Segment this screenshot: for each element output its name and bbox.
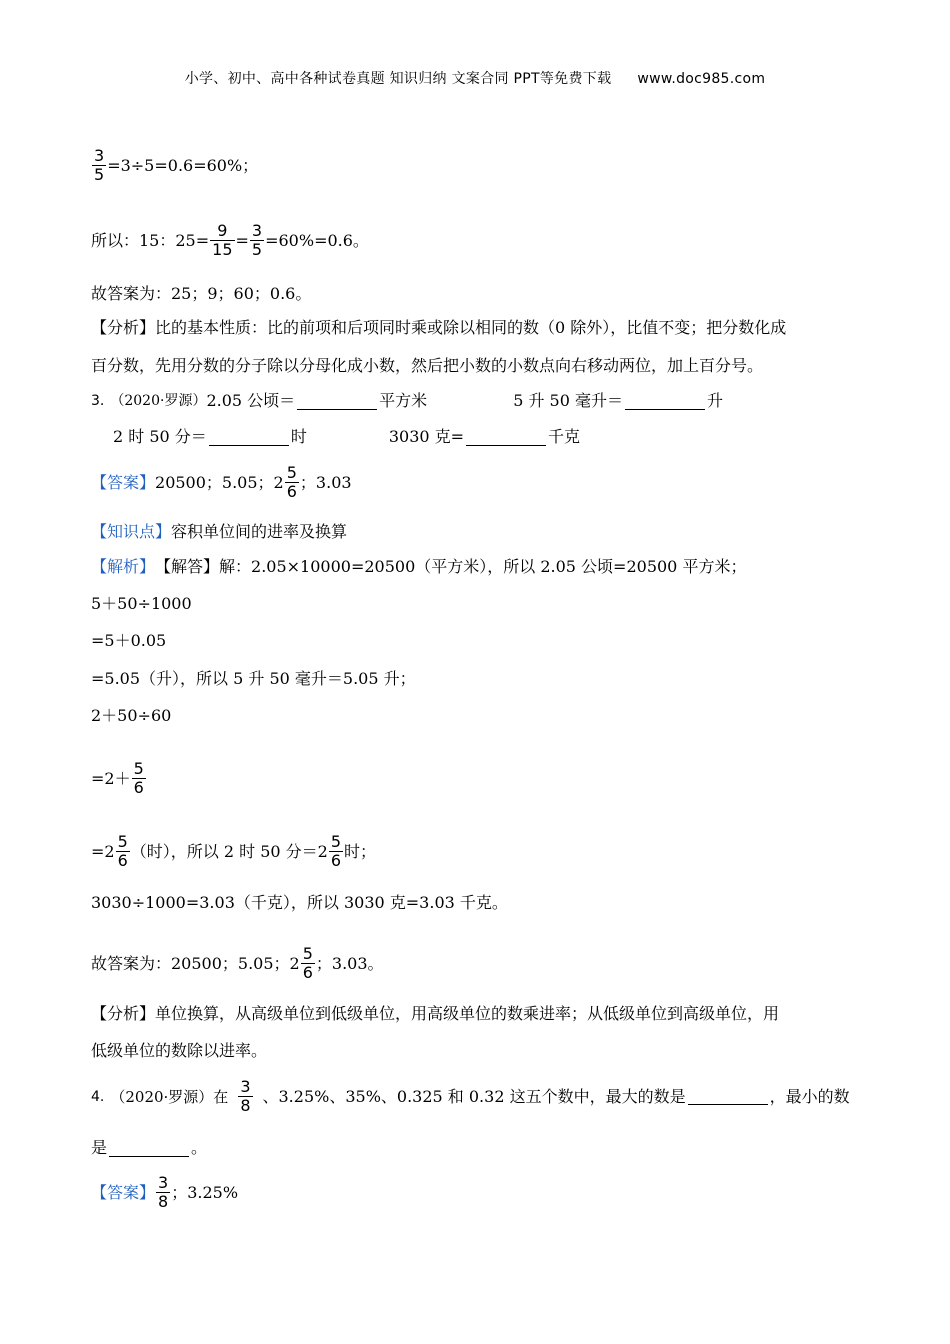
fraction: $\frac{9}{15}$	[212, 221, 233, 259]
question-3-line-2: 2 时 50 分＝ 时 3030 克= 千克	[113, 427, 581, 446]
blank-smallest[interactable]	[109, 1140, 189, 1157]
blank-liter[interactable]	[625, 393, 705, 410]
question-3-answer: 【答案】 20500；5.05；2 $\frac{5}{6}$ ；3.03	[91, 463, 352, 501]
fraction: $\frac{3}{5}$	[94, 146, 105, 184]
calc-line-2: 所以：15：25= $\frac{9}{15}$ = $\frac{3}{5}$ =60%=0.6。	[91, 221, 369, 259]
question-3-final: 故答案为：20500；5.05；2 $\frac{5}{6}$ ；3.03。	[91, 944, 384, 982]
step-6: =2 $\frac{5}{6}$ （时），所以 2 时 50 分＝2 $\frac{5}{6}$ 时；	[91, 832, 377, 870]
knowledge-tag: 【知识点】	[91, 522, 172, 541]
question-3-analysis-1: 【分析】 单位换算，从高级单位到低级单位，用高级单位的数乘进率；从低级单位到高级单位，用	[91, 1004, 780, 1023]
blank-hectare[interactable]	[297, 393, 377, 410]
explain-tag: 【解析】	[91, 557, 156, 576]
step-5: =2＋ $\frac{5}{6}$	[91, 759, 144, 797]
blank-hour[interactable]	[209, 429, 289, 446]
prev-analysis-2: 百分数，先用分数的分子除以分母化成小数，然后把小数的小数点向右移动两位，加上百分号。	[91, 356, 764, 375]
header-url[interactable]: www.doc985.com	[637, 71, 766, 87]
question-3-explain: 【解析】 【解答】解：2.05×10000=20500（平方米），所以 2.05 公顷=20500 平方米；	[91, 557, 747, 576]
step-4: 2＋50÷60	[91, 706, 172, 725]
page-header	[0, 68, 950, 88]
fraction: $\frac{5}{6}$	[117, 832, 128, 870]
fraction: $\frac{5}{6}$	[302, 944, 313, 982]
blank-kilogram[interactable]	[466, 429, 546, 446]
question-3-line-1: 3. （2020·罗源） 2.05 公顷＝ 平方米 5 升 50 毫升＝ 升	[91, 391, 724, 410]
question-number: 3.	[91, 393, 105, 409]
question-4-answer: 【答案】 $\frac{3}{8}$ ；3.25%	[91, 1173, 239, 1211]
fraction: $\frac{3}{8}$	[240, 1077, 251, 1115]
question-4-line-2: 是 。	[91, 1138, 208, 1157]
question-4-line-1: 4. （2020·罗源）在 $\frac{3}{8}$ 、3.25%、35%、0.325 和 0.32 这五个数中，最大的数是 ，最小的数	[91, 1077, 850, 1115]
blank-largest[interactable]	[688, 1088, 768, 1105]
step-1: 5＋50÷1000	[91, 594, 192, 613]
question-number: 4.	[91, 1088, 105, 1105]
question-3-analysis-2: 低级单位的数除以进率。	[91, 1041, 268, 1060]
analysis-tag: 【分析】	[91, 318, 156, 337]
fraction: $\frac{5}{6}$	[286, 463, 297, 501]
step-2: =5＋0.05	[91, 631, 167, 650]
fraction: $\frac{3}{8}$	[158, 1173, 169, 1211]
answer-tag: 【答案】	[91, 472, 156, 492]
prev-answer: 故答案为：25；9；60；0.6。	[91, 284, 312, 303]
header-text: 小学、初中、高中各种试卷真题 知识归纳 文案合同 PPT等免费下载	[184, 71, 612, 87]
step-3: =5.05（升），所以 5 升 50 毫升＝5.05 升；	[91, 669, 416, 688]
calc-line-1: $\frac{3}{5}$ =3÷5=0.6=60%；	[94, 146, 259, 184]
fraction: $\frac{5}{6}$	[133, 759, 144, 797]
fraction: $\frac{3}{5}$	[251, 221, 263, 259]
fraction: $\frac{5}{6}$	[330, 832, 342, 870]
prev-analysis-1: 【分析】 比的基本性质：比的前项和后项同时乘或除以相同的数（0 除外），比值不变；把分数化成	[91, 318, 787, 337]
question-3-knowledge: 【知识点】 容积单位间的进率及换算	[91, 522, 348, 541]
step-7: 3030÷1000=3.03（千克），所以 3030 克=3.03 千克。	[91, 893, 508, 912]
answer-tag: 【答案】	[91, 1182, 156, 1202]
analysis-tag: 【分析】	[91, 1004, 156, 1023]
